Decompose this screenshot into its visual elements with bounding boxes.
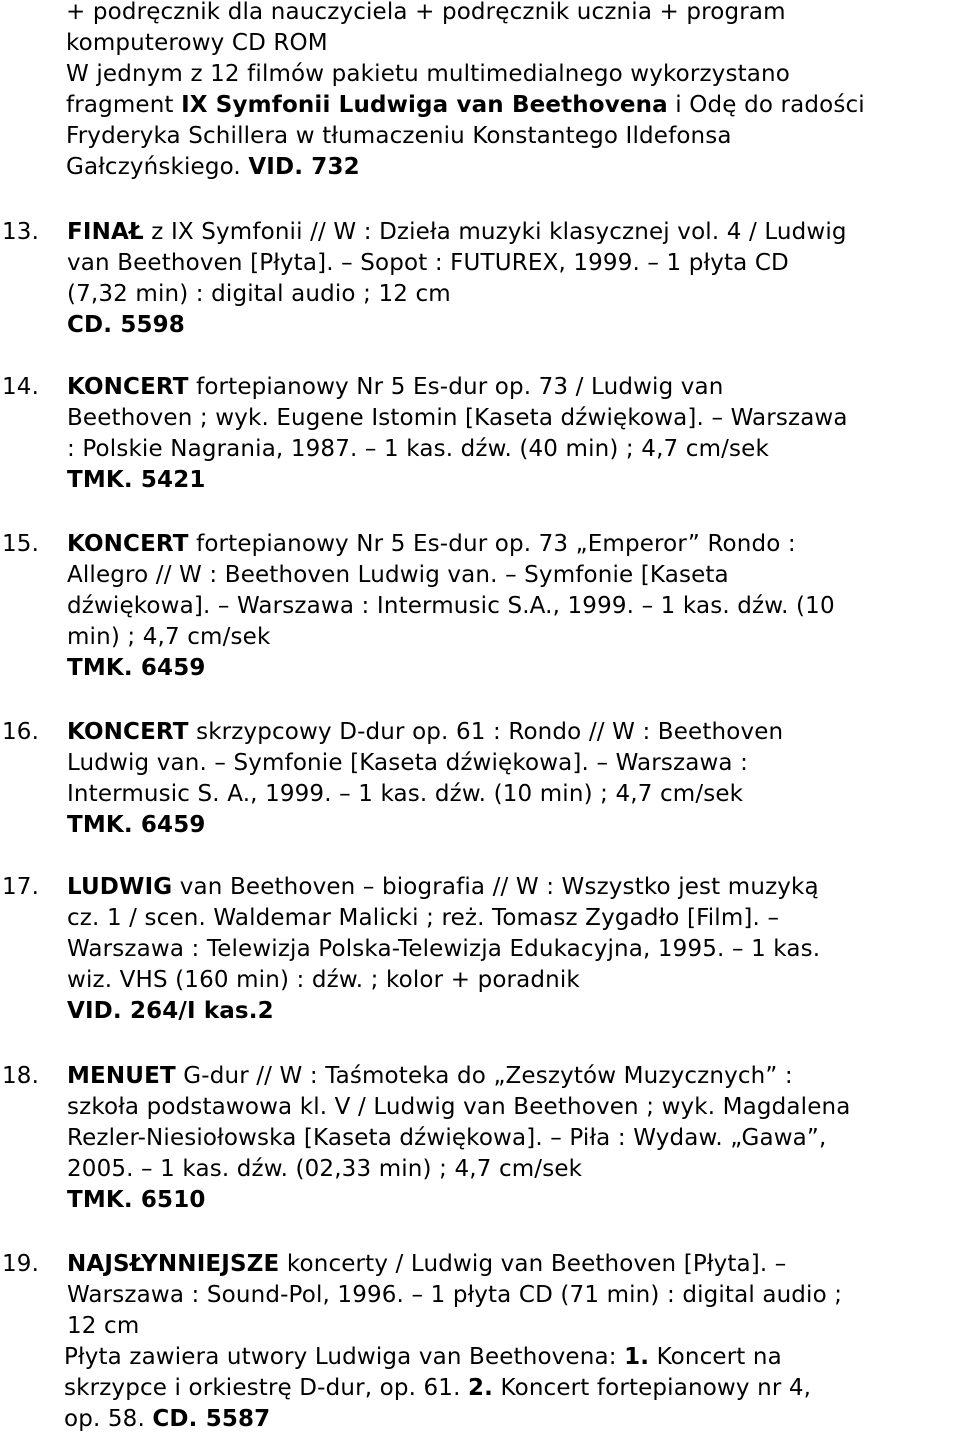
entry-line: : Polskie Nagrania, 1987. – 1 kas. dźw. (40 min) ; 4,7 cm/sek	[67, 436, 769, 462]
entry-line: szkoła podstawowa kl. V / Ludwig van Beethoven ; wyk. Magdalena	[67, 1094, 851, 1120]
entry-line: Warszawa : Telewizja Polska-Telewizja Edukacyjna, 1995. – 1 kas.	[67, 936, 821, 962]
entry-keyword: KONCERT	[67, 531, 189, 557]
entry-line: min) ; 4,7 cm/sek	[67, 624, 271, 650]
entry-line: Allegro // W : Beethoven Ludwig van. – Symfonie [Kaseta	[67, 562, 729, 588]
intro-line: W jednym z 12 filmów pakietu multimedialnego wykorzystano	[66, 61, 790, 87]
intro-signature: VID. 732	[248, 154, 360, 180]
entry-line	[67, 372, 724, 403]
entry-text: skrzypcowy D-dur op. 61 : Rondo // W : Beethoven	[188, 719, 784, 745]
intro-line	[66, 152, 360, 183]
entry-signature	[67, 1185, 206, 1216]
intro-text: Gałczyńskiego.	[66, 154, 249, 180]
entry-text: van Beethoven – biografia // W : Wszystko jest muzyką	[172, 874, 819, 900]
entry-keyword: LUDWIG	[67, 874, 173, 900]
entry-number: 15.	[2, 531, 40, 557]
entry-number: 13.	[2, 219, 40, 245]
intro-line	[66, 90, 865, 121]
entry-line: wiz. VHS (160 min) : dźw. ; kolor + poradnik	[67, 967, 580, 993]
entry-signature	[67, 465, 206, 496]
entry-text: koncerty / Ludwig van Beethoven [Płyta]. –	[279, 1251, 787, 1277]
entry-line: Ludwig van. – Symfonie [Kaseta dźwiękowa]. – Warszawa :	[67, 750, 749, 776]
entry-keyword: KONCERT	[67, 374, 189, 400]
entry-line: Beethoven ; wyk. Eugene Istomin [Kaseta dźwiękowa]. – Warszawa	[67, 405, 848, 431]
entry-signature	[67, 653, 206, 684]
entry-note	[64, 1373, 811, 1404]
entry-line: (7,32 min) : digital audio ; 12 cm	[67, 281, 451, 307]
entry-number: 17.	[2, 874, 40, 900]
note-text: Płyta zawiera utwory Ludwiga van Beethovena:	[64, 1344, 625, 1370]
entry-line: 2005. – 1 kas. dźw. (02,33 min) ; 4,7 cm/sek	[67, 1156, 583, 1182]
entry-line	[67, 529, 796, 560]
entry-keyword: NAJSŁYNNIEJSZE	[67, 1251, 280, 1277]
entry-number: 18.	[2, 1063, 40, 1089]
note-index: 1.	[624, 1344, 650, 1370]
entry-keyword: KONCERT	[67, 719, 189, 745]
entry-number: 14.	[2, 374, 40, 400]
intro-line: + podręcznik dla nauczyciela + podręcznik ucznia + program	[66, 0, 786, 25]
entry-line: dźwiękowa]. – Warszawa : Intermusic S.A., 1999. – 1 kas. dźw. (10	[67, 593, 835, 619]
signature-text: TMK. 6459	[67, 812, 206, 838]
intro-line: komputerowy CD ROM	[66, 30, 328, 56]
entry-line: Intermusic S. A., 1999. – 1 kas. dźw. (10 min) ; 4,7 cm/sek	[67, 781, 744, 807]
note-text: op. 58.	[64, 1406, 153, 1432]
signature-text: TMK. 6510	[67, 1187, 206, 1213]
entry-text: fortepianowy Nr 5 Es-dur op. 73 / Ludwig van	[188, 374, 724, 400]
intro-bold-title: IX Symfonii Ludwiga van Beethovena	[181, 92, 668, 118]
entry-line	[67, 717, 783, 748]
entry-signature	[67, 310, 185, 341]
entry-note	[64, 1404, 270, 1435]
entry-line	[67, 217, 847, 248]
entry-text: z IX Symfonii // W : Dzieła muzyki klasycznej vol. 4 / Ludwig	[143, 219, 847, 245]
entry-line: Rezler-Niesiołowska [Kaseta dźwiękowa]. – Piła : Wydaw. „Gawa”,	[67, 1125, 827, 1151]
signature-text: VID. 264/I kas.2	[67, 998, 274, 1024]
note-text: Koncert na	[649, 1344, 782, 1370]
entry-number: 19.	[2, 1251, 40, 1277]
entry-line: cz. 1 / scen. Waldemar Malicki ; reż. Tomasz Zygadło [Film]. –	[67, 905, 780, 931]
entry-signature	[67, 996, 274, 1027]
entry-line: van Beethoven [Płyta]. – Sopot : FUTUREX, 1999. – 1 płyta CD	[67, 250, 789, 276]
intro-text: i Odę do radości	[667, 92, 865, 118]
note-text: skrzypce i orkiestrę D-dur, op. 61.	[64, 1375, 469, 1401]
entry-line: 12 cm	[67, 1313, 140, 1339]
signature-text: CD. 5598	[67, 312, 185, 338]
note-text: Koncert fortepianowy nr 4,	[493, 1375, 812, 1401]
entry-number: 16.	[2, 719, 40, 745]
entry-text: G-dur // W : Taśmoteka do „Zeszytów Muzycznych” :	[175, 1063, 793, 1089]
note-index: 2.	[468, 1375, 494, 1401]
signature-text: CD. 5587	[152, 1406, 271, 1432]
entry-line	[67, 1249, 786, 1280]
intro-text: fragment	[66, 92, 182, 118]
entry-line: Warszawa : Sound-Pol, 1996. – 1 płyta CD (71 min) : digital audio ;	[67, 1282, 843, 1308]
entry-signature	[67, 810, 206, 841]
entry-keyword: MENUET	[67, 1063, 176, 1089]
signature-text: TMK. 5421	[67, 467, 206, 493]
entry-line	[67, 872, 819, 903]
intro-line: Fryderyka Schillera w tłumaczeniu Konstantego Ildefonsa	[66, 123, 732, 149]
entry-line	[67, 1061, 793, 1092]
entry-text: fortepianowy Nr 5 Es-dur op. 73 „Emperor” Rondo :	[188, 531, 796, 557]
entry-keyword: FINAŁ	[67, 219, 144, 245]
entry-note	[64, 1342, 782, 1373]
signature-text: TMK. 6459	[67, 655, 206, 681]
